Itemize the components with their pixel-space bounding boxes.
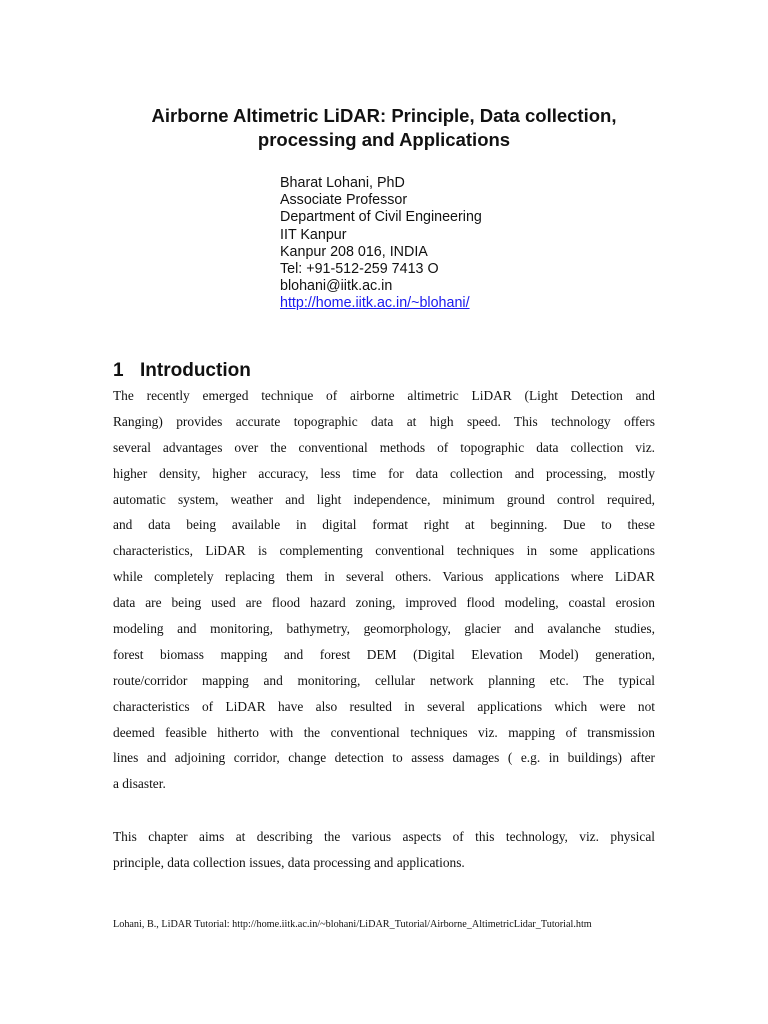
paragraph-line: forest biomass mapping and forest DEM (Digital Elevation Model) generation, <box>113 646 655 662</box>
paragraph-line: principle, data collection issues, data processing and applications. <box>113 854 465 870</box>
paragraph-line: characteristics, LiDAR is complementing conventional techniques in some applications <box>113 543 655 559</box>
paragraph-line: a disaster. <box>113 776 166 792</box>
author-email: blohani@iitk.ac.in <box>280 278 393 295</box>
paragraph-line: characteristics of LiDAR have also resulted in several applications which were not <box>113 698 655 714</box>
section-number: 1 <box>113 360 124 381</box>
paragraph-line: route/corridor mapping and monitoring, cellular network planning etc. The typical <box>113 672 655 688</box>
author-position: Associate Professor <box>280 192 408 209</box>
title-line: Airborne Altimetric LiDAR: Principle, Data collection, <box>151 105 617 126</box>
paragraph-line: several advantages over the conventional methods of topographic data collection viz. <box>113 439 655 455</box>
paragraph-line: and data being available in digital format right at beginning. Due to these <box>113 517 655 533</box>
paragraph-line: Ranging) provides accurate topographic data at high speed. This technology offers <box>113 413 655 429</box>
chapter-aims-paragraph <box>113 824 655 876</box>
section-heading <box>113 359 251 383</box>
title-line: processing and Applications <box>257 129 511 150</box>
author-telephone: Tel: +91-512-259 7413 O <box>280 261 439 278</box>
paragraph-line: This chapter aims at describing the various aspects of this technology, viz. physical <box>113 829 655 844</box>
paragraph-line: The recently emerged technique of airborne altimetric LiDAR (Light Detection and <box>113 388 655 403</box>
paragraph-line: lines and adjoining corridor, change detection to assess damages ( e.g. in buildings) after <box>113 750 655 766</box>
paragraph-line: data are being used are flood hazard zoning, improved flood modeling, coastal erosion <box>113 595 655 611</box>
paragraph-line: higher density, higher accuracy, less time for data collection and processing, mostly <box>113 465 655 481</box>
section-title: Introduction <box>140 360 251 381</box>
author-address: Kanpur 208 016, INDIA <box>280 243 428 260</box>
author-website-link[interactable]: http://home.iitk.ac.in/~blohani/ <box>280 295 470 312</box>
author-institute: IIT Kanpur <box>280 226 347 243</box>
author-department: Department of Civil Engineering <box>280 209 482 226</box>
paragraph-line: while completely replacing them in several others. Various applications where LiDAR <box>113 569 655 585</box>
paragraph-line: modeling and monitoring, bathymetry, geomorphology, glacier and avalanche studies, <box>113 621 655 637</box>
author-block <box>280 175 482 313</box>
paragraph-line: automatic system, weather and light independence, minimum ground control required, <box>113 491 655 507</box>
paragraph-line: deemed feasible hitherto with the conventional techniques viz. mapping of transmission <box>113 724 655 740</box>
intro-paragraph <box>113 383 655 797</box>
document-title <box>0 104 768 152</box>
page-footer: Lohani, B., LiDAR Tutorial: http://home.iitk.ac.in/~blohani/LiDAR_Tutorial/Airborne_AltimetricLidar_Tutorial.htm <box>113 919 592 930</box>
author-name: Bharat Lohani, PhD <box>280 175 405 191</box>
